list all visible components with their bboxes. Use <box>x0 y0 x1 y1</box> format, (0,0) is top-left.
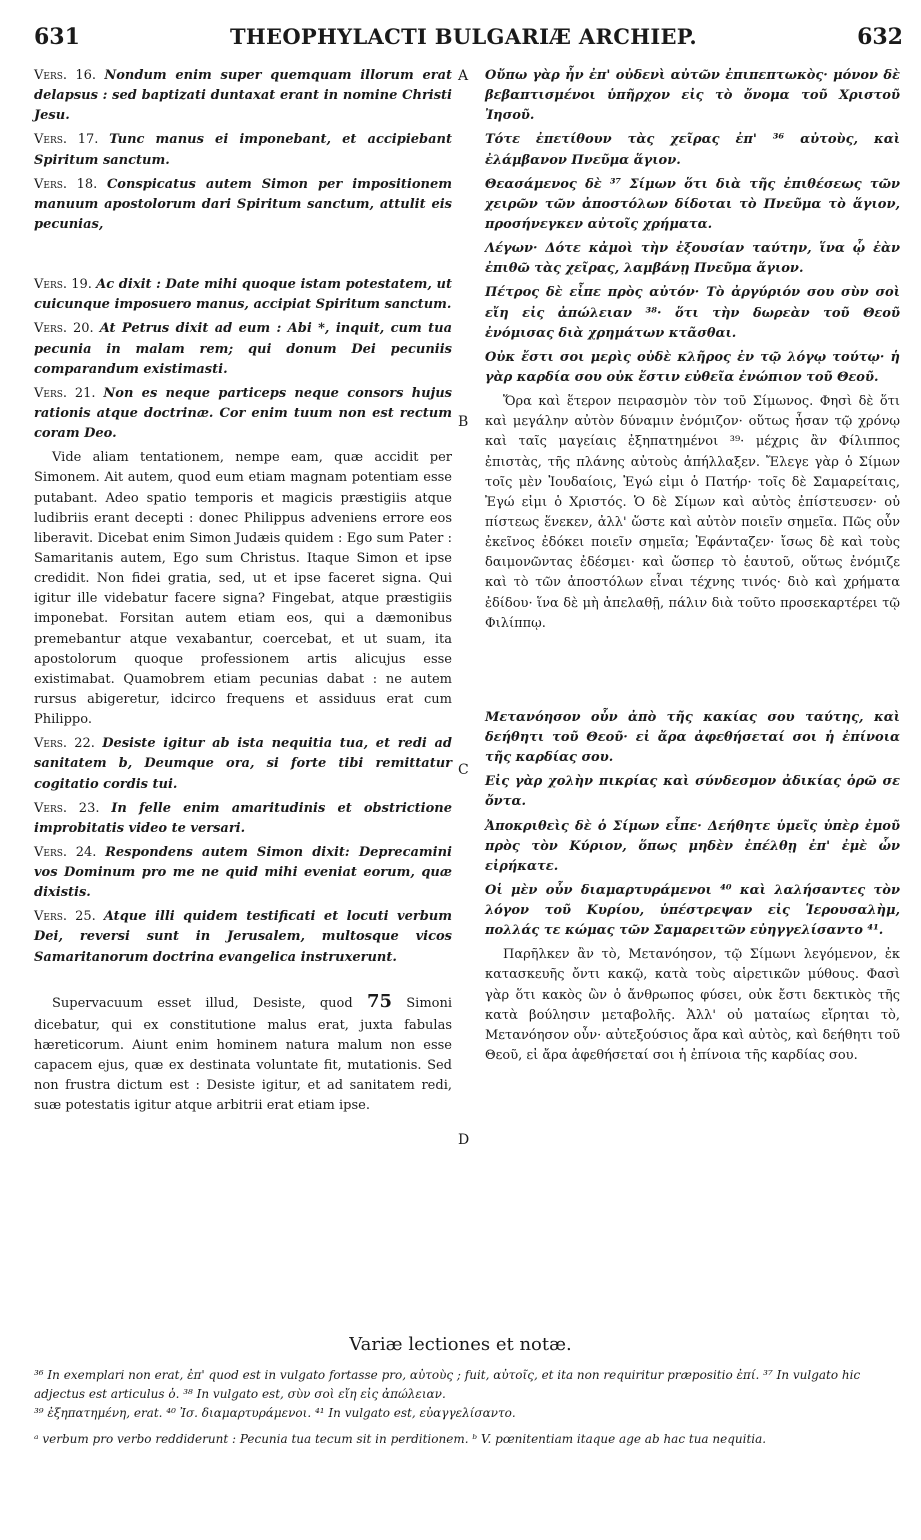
verse: Vers. 20. At Petrus dixit ad eum : Abi *, inquit, cum tua pecunia in malam rem; qui donum Dei pecuniis comparandum existimasti. <box>34 321 452 377</box>
greek-commentary: Ὅρα καὶ ἕτερον πειρασμὸν τὸν τοῦ Σίμωνος. Φησὶ δὲ ὅτι καὶ μεγάλην αὐτὸν δύναμιν ἐνόμιζον· οὕτως ἦσαν τῷ χρόνῳ καὶ ταῖς μαγείαις ἐξηπατημένοι ³⁹· μέχρις ἂν Φίλιππος ἐπιστὰς, τῆς πλάνης αὐτοὺς ἀπήλλαξεν. Ἔλεγε γὰρ ὁ Σίμων τοῖς μὲν Ἰουδαίοις, Ἐγώ εἰμι ὁ Πατήρ· τοῖς δὲ Σαμαρείταις, Ἐγώ εἰμι ὁ Χριστός. Ὁ δὲ Σίμων καὶ αὐτὸς ἐπίστευσεν· οὐ πίστεως ἕνεκεν, ἀλλ' ὥστε καὶ αὐτὸν ποιεῖν σημεῖα. Πῶς οὖν ἐκεῖνος ἐδόκει ποιεῖν σημεῖα; Ἐφάνταζεν· ἴσως δὲ καὶ τοὺς δαιμονῶντας ἐδέσμει· καὶ ὥσπερ τὸ ἑαυτοῦ, οὕτως ἐνόμιζε καὶ τὸ τῶν ἀποστόλων εἶναι τέχνης τινός· διὸ καὶ χρήματα ἐδίδου· ἵνα δὲ μὴ ἀπελαθῇ, πάλιν διὰ τοῦτο προσεκαρτέρει τῷ Φιλίππῳ. <box>485 394 900 631</box>
greek-verse: Εἰς γὰρ χολὴν πικρίας καὶ σύνδεσμον ἀδικίας ὁρῶ σε ὄντα. <box>485 774 900 810</box>
greek-verse: Οἱ μὲν οὖν διαμαρτυράμενοι ⁴⁰ καὶ λαλήσαντες τὸν λόγον τοῦ Κυρίου, ὑπέστρεψαν εἰς Ἱερουσαλὴμ, πολλάς τε κώμας τῶν Σαμαρειτῶν εὐηγγελίσαντο ⁴¹. <box>485 882 900 939</box>
column-number: 75 <box>366 990 392 1012</box>
greek-verse: Ἀποκριθεὶς δὲ ὁ Σίμων εἶπε· Δεήθητε ὑμεῖς ὑπὲρ ἐμοῦ πρὸς τὸν Κύριον, ὅπως μηδὲν ἐπέλθῃ ἐπ' ἐμὲ ὧν εἰρήκατε. <box>485 818 900 874</box>
verse: Vers. 19. Ac dixit : Date mihi quoque istam potestatem, ut cuicunque imposuero manus, accipiat Spiritum sanctum. <box>34 277 452 313</box>
latin-commentary-2: Supervacuum esset illud, Desiste, quod 75 Simoni dicebatur, qui ex constitutione malus erat, juxta fabulas hæreticorum. Aiunt enim hominem natura malum non esse capacem ejus, quæ ex destinata voluntate fit, mutationis. Sed non frustra dictum est : Desiste igitur, et ad sanitatem redi, suæ potestatis igitur atque arbitrii erat etiam ipse. <box>34 990 452 1114</box>
note-line: ᵃ verbum pro verbo reddiderunt : Pecunia tua tecum sit in perditionem. ᵇ V. pœnitentiam itaque age ab hac tua nequitia. <box>34 1431 767 1446</box>
page-header <box>20 24 907 58</box>
variant-notes <box>34 1366 901 1449</box>
margin-letter-c: C <box>458 762 469 778</box>
margin-letter-d: D <box>458 1132 470 1148</box>
greek-column <box>485 66 900 1070</box>
margin-letter-b: B <box>458 414 469 430</box>
notes-heading: Variæ lectiones et notæ. <box>349 1334 572 1355</box>
margin-letter-a: A <box>458 68 469 84</box>
verse: Vers. 21. Non es neque particeps neque consors hujus rationis atque doctrinæ. Cor enim tuum non est rectum coram Deo. <box>34 385 453 442</box>
right-page-number: 632 <box>857 24 903 50</box>
greek-verse: Οὔπω γὰρ ἦν ἐπ' οὐδενὶ αὐτῶν ἐπιπεπτωκὸς· μόνον δὲ βεβαπτισμένοι ὑπῆρχον εἰς τὸ ὄνομα τοῦ Χριστοῦ Ἰησοῦ. <box>485 68 900 124</box>
greek-verse: Λέγων· Δότε κἀμοὶ τὴν ἐξουσίαν ταύτην, ἵνα ᾧ ἐὰν ἐπιθῶ τὰς χεῖρας, λαμβάνῃ Πνεῦμα ἅγιον. <box>485 241 900 277</box>
latin-commentary: Vide aliam tentationem, nempe eam, quæ accidit per Simonem. Ait autem, quod eum etiam magnam potentiam esse putabant. Adeo spatio temporis et magicis præstigiis atque ludibriis erant decepti : donec Philippus adveniens errore eos liberavit. Dicebat enim Simon Judæis quidem : Ego sum Pater : Samaritanis autem, Ego sum Christus. Itaque Simon et ipse credidit. Non fidei gratia, sed, ut et ipse faceret signa. Qui igitur ille videbatur facere signa? Fingebat, atque præstigiis imponebat. Forsitan autem etiam eos, qui a dæmonibus premebantur atque vexabantur, coercebat, et ut suam, ita apostolorum quoque professionem artis alicujus esse existimabat. Quamobrem etiam pecunias dabat : ne autem rursus abigeretur, idcirco frequens et assiduus erat cum Philippo. <box>34 450 452 728</box>
running-title: THEOPHYLACTI BULGARIÆ ARCHIEP. <box>229 24 698 49</box>
greek-verse: Οὐκ ἔστι σοι μερὶς οὐδὲ κλῆρος ἐν τῷ λόγῳ τούτῳ· ἡ γὰρ καρδία σου οὐκ ἔστιν εὐθεῖα ἐνώπιον τοῦ Θεοῦ. <box>485 349 900 385</box>
verse: Vers. 17. Tunc manus ei imponebant, et accipiebant Spiritum sanctum. <box>34 132 452 168</box>
note-line: ³⁶ In exemplari non erat, ἐπ' quod est in vulgato fortasse pro, αὐτοὺς ; fuit, αὐτοῖς, et ita non requiritur præpositio ἐπί. ³⁷ In vulgato hic adjectus est articulus ὁ. ³⁸ In vulgato est, σὺν σοὶ εἴη εἰς ἀπώλειαν. <box>34 1368 861 1402</box>
greek-verse: Τότε ἐπετίθουν τὰς χεῖρας ἐπ' ³⁶ αὐτοὺς, καὶ ἐλάμβανον Πνεῦμα ἅγιον. <box>485 132 900 168</box>
greek-commentary-2: Παρῆλκεν ἂν τὸ, Μετανόησον, τῷ Σίμωνι λεγόμενον, ἐκ κατασκευῆς ὄντι κακῷ, κατὰ τοὺς αἱρετικῶν μύθους. Φασὶ γὰρ ὅτι κακὸς ὢν ὁ ἄνθρωπος φύσει, οὐκ ἔστι δεκτικὸς τῆς κατὰ βούλησιν μεταβολῆς. Ἀλλ' οὐ ματαίως εἴρηται τὸ, Μετανόησον οὖν· αὐτεξούσιος ἄρα καὶ αὐτὸς, καὶ δεήθητι τοῦ Θεοῦ, εἰ ἄρα ἀφεθήσεταί σοι ἡ ἐπίνοια τῆς καρδίας σου. <box>485 947 900 1064</box>
greek-verse: Θεασάμενος δὲ ³⁷ Σίμων ὅτι διὰ τῆς ἐπιθέσεως τῶν χειρῶν τῶν ἀποστόλων δίδοται τὸ Πνεῦμα τὸ ἅγιον, προσήνεγκεν αὐτοῖς χρήματα. <box>485 176 900 232</box>
latin-column <box>34 66 452 1120</box>
greek-verse: Πέτρος δὲ εἶπε πρὸς αὐτόν· Τὸ ἀργύριόν σου σὺν σοὶ εἴη εἰς ἀπώλειαν ³⁸· ὅτι τὴν δωρεὰν τοῦ Θεοῦ ἐνόμισας διὰ χρημάτων κτᾶσθαι. <box>485 285 900 341</box>
note-line: ³⁹ ἐξηπατημένη, erat. ⁴⁰ Ἰσ. διαμαρτυράμενοι. ⁴¹ In vulgato est, εὐαγγελίσαντο. <box>34 1406 516 1421</box>
verse: Vers. 23. In felle enim amaritudinis et obstrictione improbitatis video te versari. <box>34 800 453 836</box>
verse: Vers. 22. Desiste igitur ab ista nequitia tua, et redi ad sanitatem b, Deumque ora, si forte tibi remittatur cogitatio cordis tui. <box>34 736 452 792</box>
verse: Vers. 16. Nondum enim super quemquam illorum erat delapsus : sed baptizati duntaxat erant in nomine Christi Jesu. <box>34 68 452 124</box>
greek-verse: Μετανόησον οὖν ἀπὸ τῆς κακίας σου ταύτης, καὶ δεήθητι τοῦ Θεοῦ· εἰ ἄρα ἀφεθήσεταί σοι ἡ ἐπίνοια τῆς καρδίας σου. <box>485 709 900 766</box>
left-page-number: 631 <box>34 24 80 50</box>
verse: Vers. 18. Conspicatus autem Simon per impositionem manuum apostolorum dari Spiritum sanctum, attulit eis pecunias, <box>34 176 452 232</box>
verse: Vers. 25. Atque illi quidem testificati et locuti verbum Dei, reversi sunt in Jerusalem, multosque vicos Samaritanorum doctrina evangelica instruxerunt. <box>34 909 452 965</box>
verse: Vers. 24. Respondens autem Simon dixit: Deprecamini vos Dominum pro me ne quid mihi eveniat eorum, quæ dixistis. <box>34 844 452 901</box>
